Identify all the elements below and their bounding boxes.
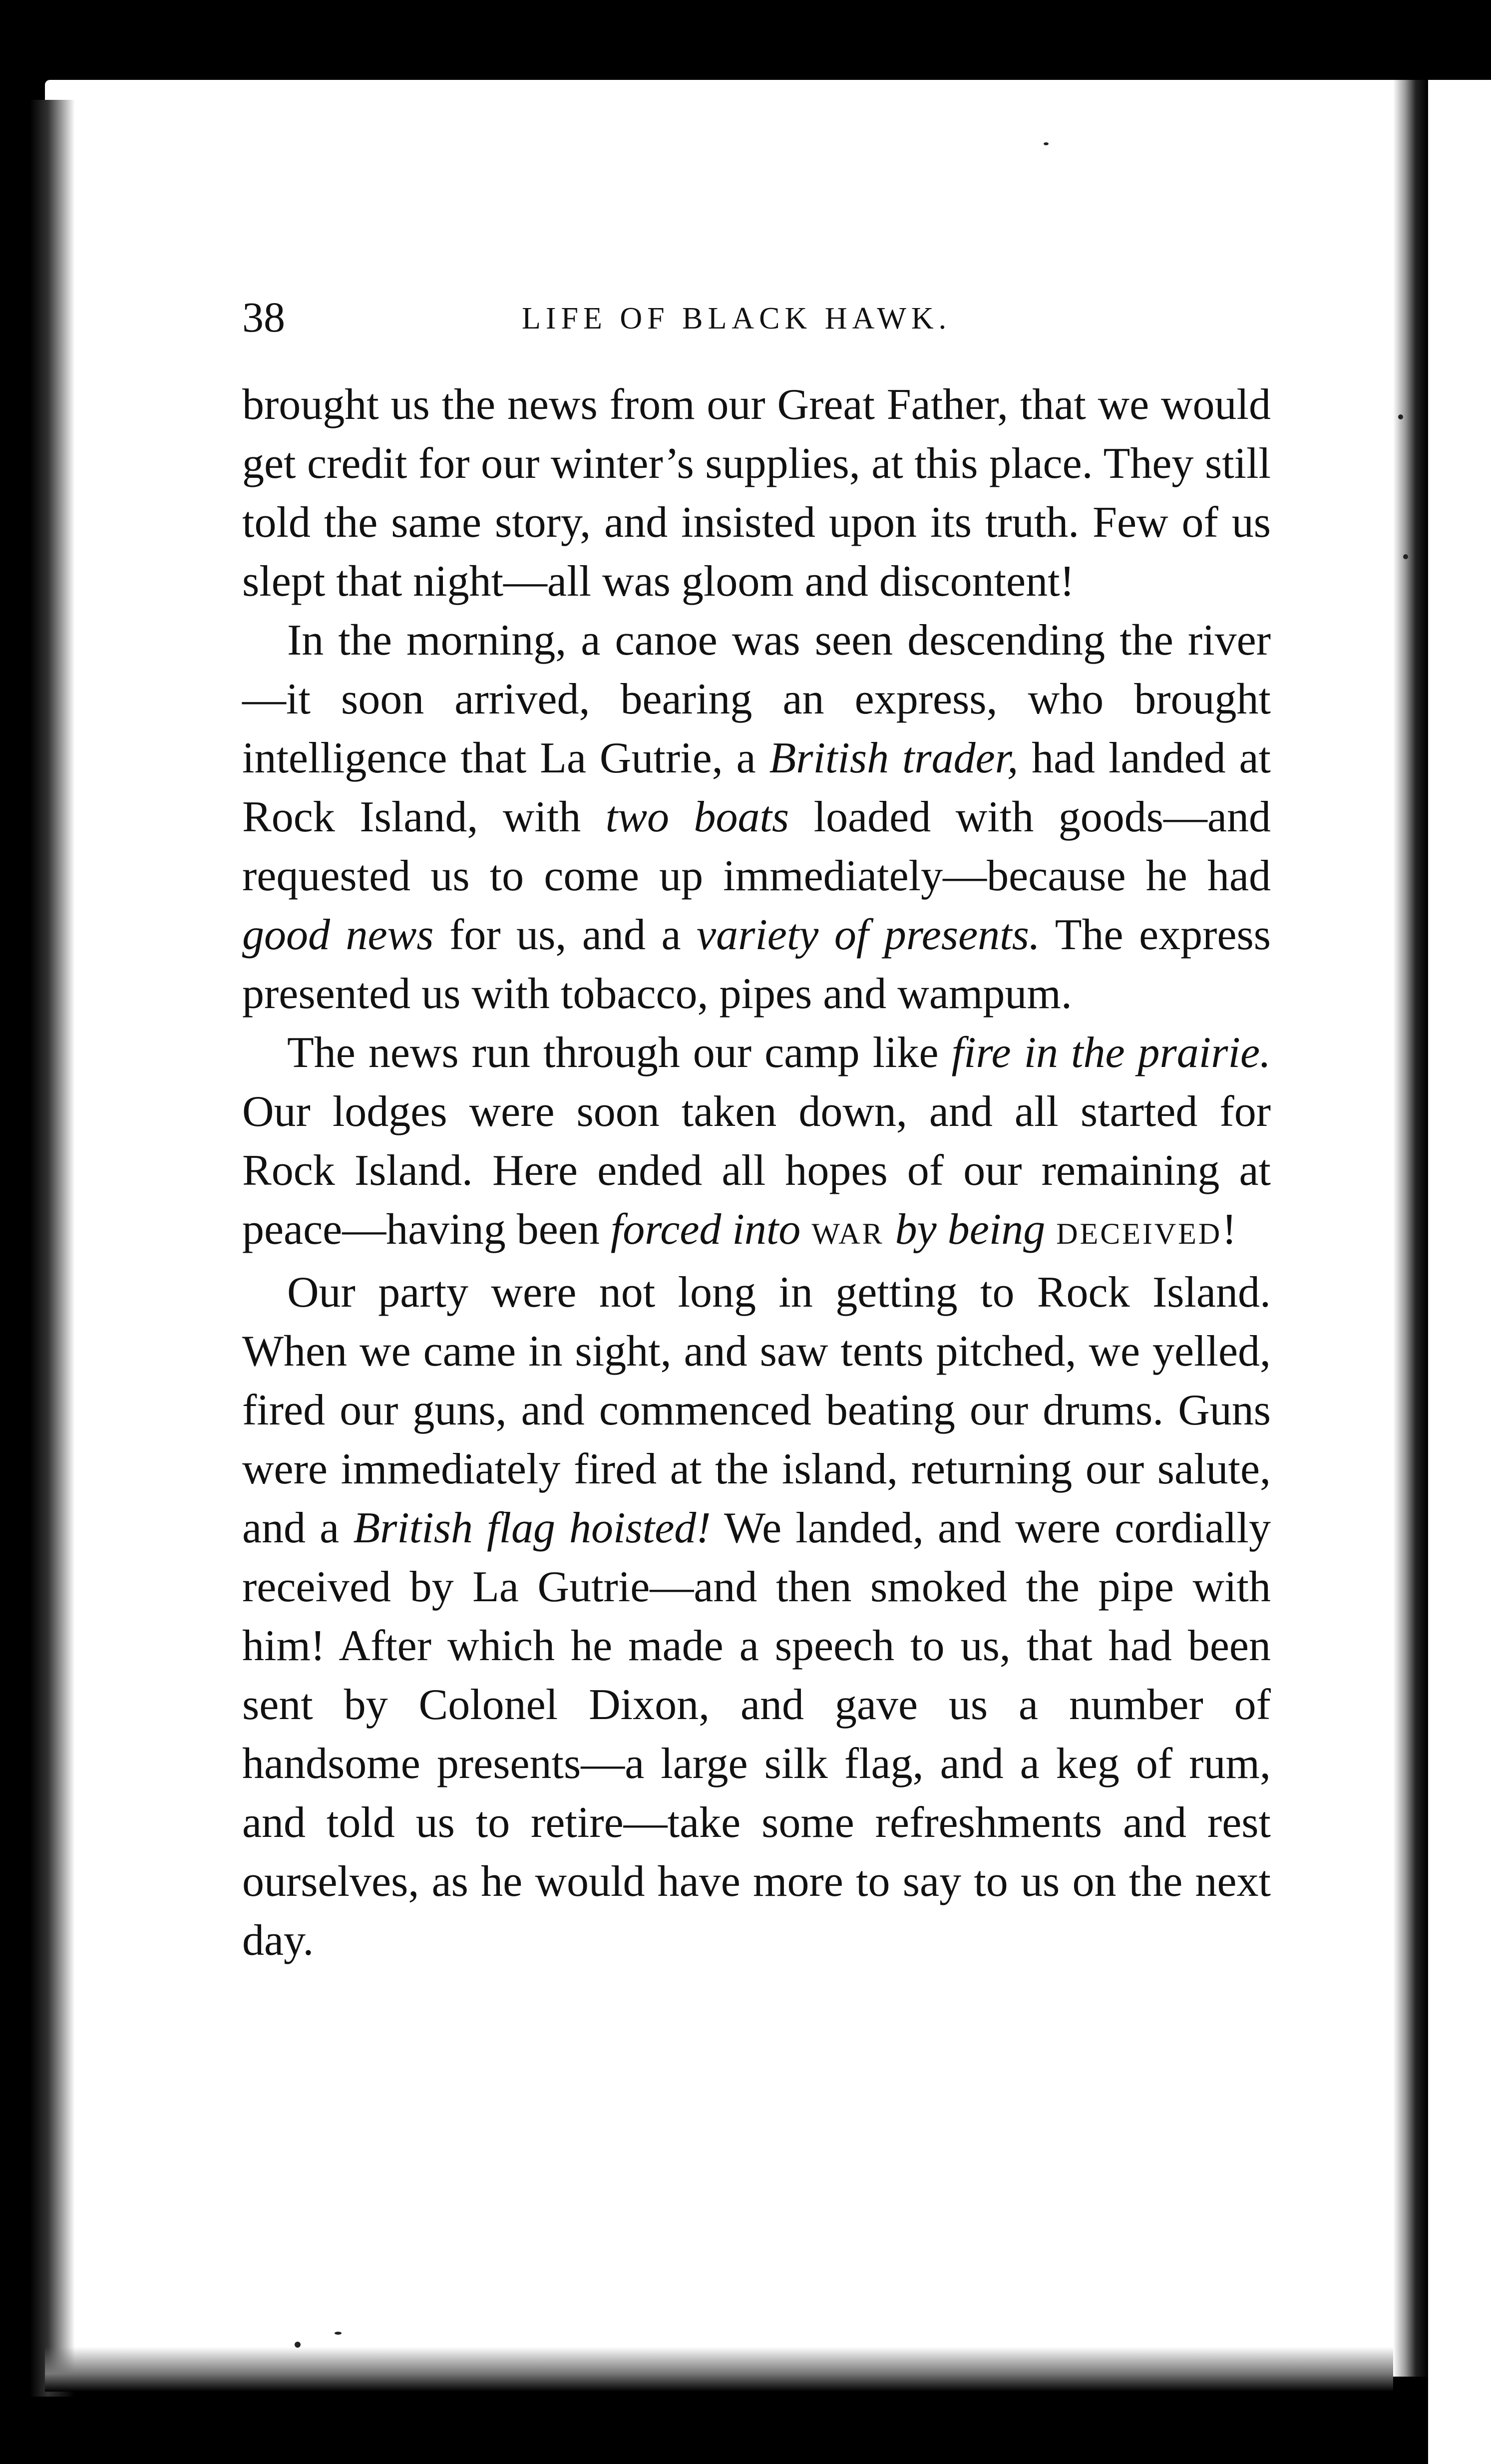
paragraph-3-smallcaps-2: DECEIVED bbox=[1056, 1217, 1222, 1250]
paragraph-3-text-1: The news run through our camp like bbox=[287, 1029, 952, 1077]
paragraph-2-italic-1: British trader, bbox=[769, 734, 1019, 782]
running-head: LIFE OF BLACK HAWK. bbox=[522, 302, 952, 336]
paragraph-4-text-1: Our party were not long in getting to Rock Island. When we came in sight, and saw tents pitched, we yelled, fired our guns, and commenced beating our drums. Guns were immediately fired at the island, returning our salute, and a bbox=[242, 1268, 1271, 1552]
paragraph-4-text-2: We landed, and were cordially received by La Gutrie—and then smoked the pipe with him! After which he made a speech to us, that had been sent by Colonel Dixon, and gave us a number of handsome presents—a large silk flag, and a keg of rum, and told us to retire—take some refreshments and rest ourselves, as he would have more to say to us on the next day. bbox=[242, 1504, 1271, 1965]
ink-speck bbox=[1403, 554, 1408, 559]
paragraph-1 bbox=[242, 375, 1271, 611]
ink-speck bbox=[295, 2342, 301, 2348]
paragraph-4 bbox=[242, 1263, 1271, 1970]
paragraph-4-italic-1: British flag hoisted! bbox=[353, 1504, 711, 1552]
paragraph-2-italic-4: variety of presents. bbox=[697, 911, 1040, 959]
paragraph-3-italic-2: forced into bbox=[610, 1205, 801, 1254]
ink-speck bbox=[335, 2332, 342, 2335]
next-page-edge bbox=[1428, 80, 1491, 2464]
page-number: 38 bbox=[242, 293, 285, 341]
paragraph-2-italic-3: good news bbox=[242, 911, 434, 959]
paragraph-3 bbox=[242, 1024, 1271, 1263]
paragraph-3-italic-1: fire in the prairie. bbox=[951, 1029, 1271, 1077]
left-binding-shadow bbox=[30, 100, 75, 2397]
paragraph-3-text-2: Our lodges were soon taken down, and all started for Rock Island. Here ended all hopes of our remaining at peace—having been bbox=[242, 1087, 1271, 1254]
paragraph-2-text-5: The express presented us with tobacco, pipes and wampum. bbox=[242, 911, 1271, 1018]
paragraph-2 bbox=[242, 611, 1271, 1024]
paragraph-2-text-1: In the morning, a canoe was seen descending the river—it soon arrived, bearing an express, who brought intelligence that La Gutrie, a bbox=[242, 616, 1271, 782]
paragraph-2-text-2: had landed at Rock Island, with bbox=[242, 734, 1271, 841]
paragraph-2-italic-2: two boats bbox=[605, 793, 789, 841]
page-gutter-shadow bbox=[1393, 80, 1428, 2377]
paragraph-3-italic-3: by being bbox=[895, 1205, 1046, 1254]
page-header bbox=[242, 290, 1271, 345]
paragraph-1-text: brought us the news from our Great Father, that we would get credit for our winter’s supplies, at this place. They still told the same story, and insisted upon its truth. Few of us slept that night—all was gloom and discontent! bbox=[242, 380, 1271, 606]
body-text bbox=[242, 375, 1271, 1970]
bottom-edge-shadow bbox=[45, 2347, 1393, 2392]
paragraph-3-smallcaps-1: WAR bbox=[811, 1217, 884, 1250]
paragraph-2-text-3: loaded with goods—and requested us to come up immediately—because he had bbox=[242, 793, 1271, 900]
ink-speck bbox=[1398, 414, 1403, 419]
paragraph-2-text-4: for us, and a bbox=[433, 911, 697, 959]
paragraph-3-text-3: ! bbox=[1222, 1205, 1237, 1254]
ink-speck bbox=[1044, 142, 1049, 145]
